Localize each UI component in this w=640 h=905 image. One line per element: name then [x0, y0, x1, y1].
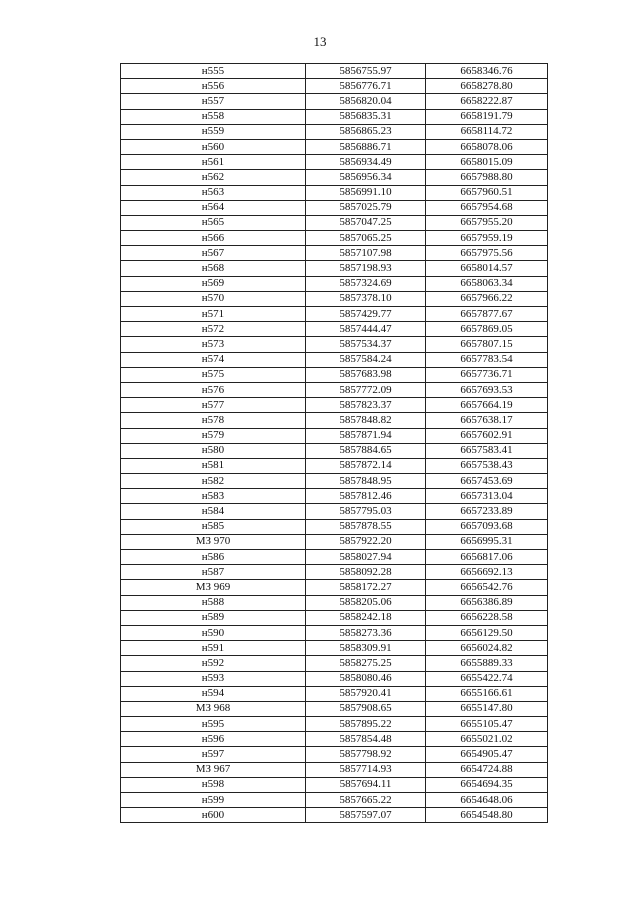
- table-row: [121, 625, 548, 640]
- y-coordinate-cell: 6657693.53: [426, 382, 548, 397]
- x-coordinate-cell: 5857848.82: [306, 413, 426, 428]
- point-id-cell: н599: [121, 793, 306, 808]
- table-row: [121, 231, 548, 246]
- x-coordinate-cell: 5857534.37: [306, 337, 426, 352]
- x-coordinate-cell: 5857429.77: [306, 307, 426, 322]
- table-row: [121, 656, 548, 671]
- table-row: [121, 155, 548, 170]
- y-coordinate-cell: 6657807.15: [426, 337, 548, 352]
- x-coordinate-cell: 5856835.31: [306, 109, 426, 124]
- table-row: [121, 337, 548, 352]
- x-coordinate-cell: 5857597.07: [306, 808, 426, 823]
- point-id-cell: н581: [121, 458, 306, 473]
- y-coordinate-cell: 6655105.47: [426, 717, 548, 732]
- table-row: [121, 793, 548, 808]
- y-coordinate-cell: 6657638.17: [426, 413, 548, 428]
- point-id-cell: н556: [121, 79, 306, 94]
- y-coordinate-cell: 6657783.54: [426, 352, 548, 367]
- x-coordinate-cell: 5857065.25: [306, 231, 426, 246]
- x-coordinate-cell: 5857920.41: [306, 686, 426, 701]
- point-id-cell: н563: [121, 185, 306, 200]
- x-coordinate-cell: 5856991.10: [306, 185, 426, 200]
- point-id-cell: н592: [121, 656, 306, 671]
- table-row: [121, 64, 548, 79]
- table-row: [121, 777, 548, 792]
- x-coordinate-cell: 5857107.98: [306, 246, 426, 261]
- point-id-cell: н591: [121, 641, 306, 656]
- y-coordinate-cell: 6656817.06: [426, 550, 548, 565]
- x-coordinate-cell: 5856956.34: [306, 170, 426, 185]
- y-coordinate-cell: 6657664.19: [426, 398, 548, 413]
- x-coordinate-cell: 5857683.98: [306, 367, 426, 382]
- point-id-cell: н600: [121, 808, 306, 823]
- y-coordinate-cell: 6658015.09: [426, 155, 548, 170]
- y-coordinate-cell: 6655147.80: [426, 701, 548, 716]
- point-id-cell: н555: [121, 64, 306, 79]
- y-coordinate-cell: 6656228.58: [426, 610, 548, 625]
- y-coordinate-cell: 6654905.47: [426, 747, 548, 762]
- x-coordinate-cell: 5857324.69: [306, 276, 426, 291]
- y-coordinate-cell: 6656024.82: [426, 641, 548, 656]
- table-row: [121, 747, 548, 762]
- y-coordinate-cell: 6658191.79: [426, 109, 548, 124]
- x-coordinate-cell: 5857922.20: [306, 534, 426, 549]
- x-coordinate-cell: 5858205.06: [306, 595, 426, 610]
- point-id-cell: н577: [121, 398, 306, 413]
- x-coordinate-cell: 5857908.65: [306, 701, 426, 716]
- y-coordinate-cell: 6657966.22: [426, 291, 548, 306]
- x-coordinate-cell: 5857854.48: [306, 732, 426, 747]
- x-coordinate-cell: 5857444.47: [306, 322, 426, 337]
- x-coordinate-cell: 5858275.25: [306, 656, 426, 671]
- y-coordinate-cell: 6657975.56: [426, 246, 548, 261]
- x-coordinate-cell: 5856934.49: [306, 155, 426, 170]
- table-row: [121, 367, 548, 382]
- table-row: [121, 276, 548, 291]
- table-row: [121, 261, 548, 276]
- point-id-cell: н586: [121, 550, 306, 565]
- table-row: [121, 458, 548, 473]
- x-coordinate-cell: 5857895.22: [306, 717, 426, 732]
- table-row: [121, 489, 548, 504]
- y-coordinate-cell: 6657736.71: [426, 367, 548, 382]
- y-coordinate-cell: 6655021.02: [426, 732, 548, 747]
- x-coordinate-cell: 5857795.03: [306, 504, 426, 519]
- table-row: [121, 762, 548, 777]
- point-id-cell: н574: [121, 352, 306, 367]
- y-coordinate-cell: 6657313.04: [426, 489, 548, 504]
- y-coordinate-cell: 6657954.68: [426, 200, 548, 215]
- table-row: [121, 246, 548, 261]
- point-id-cell: МЗ 970: [121, 534, 306, 549]
- point-id-cell: н598: [121, 777, 306, 792]
- point-id-cell: н571: [121, 307, 306, 322]
- point-id-cell: МЗ 967: [121, 762, 306, 777]
- point-id-cell: н573: [121, 337, 306, 352]
- point-id-cell: н570: [121, 291, 306, 306]
- y-coordinate-cell: 6657602.91: [426, 428, 548, 443]
- x-coordinate-cell: 5857871.94: [306, 428, 426, 443]
- table-row: [121, 382, 548, 397]
- y-coordinate-cell: 6657877.67: [426, 307, 548, 322]
- point-id-cell: н593: [121, 671, 306, 686]
- point-id-cell: н583: [121, 489, 306, 504]
- table-row: [121, 413, 548, 428]
- point-id-cell: н575: [121, 367, 306, 382]
- point-id-cell: н595: [121, 717, 306, 732]
- y-coordinate-cell: 6654648.06: [426, 793, 548, 808]
- table-row: [121, 185, 548, 200]
- point-id-cell: н560: [121, 139, 306, 154]
- x-coordinate-cell: 5856865.23: [306, 124, 426, 139]
- x-coordinate-cell: 5858242.18: [306, 610, 426, 625]
- point-id-cell: н564: [121, 200, 306, 215]
- point-id-cell: н596: [121, 732, 306, 747]
- coordinates-table: [120, 63, 548, 823]
- table-row: [121, 322, 548, 337]
- point-id-cell: н597: [121, 747, 306, 762]
- y-coordinate-cell: 6657538.43: [426, 458, 548, 473]
- page-number: 13: [313, 34, 327, 49]
- x-coordinate-cell: 5858273.36: [306, 625, 426, 640]
- table-row: [121, 808, 548, 823]
- y-coordinate-cell: 6657869.05: [426, 322, 548, 337]
- x-coordinate-cell: 5857025.79: [306, 200, 426, 215]
- y-coordinate-cell: 6658278.80: [426, 79, 548, 94]
- y-coordinate-cell: 6654694.35: [426, 777, 548, 792]
- point-id-cell: н559: [121, 124, 306, 139]
- y-coordinate-cell: 6658222.87: [426, 94, 548, 109]
- point-id-cell: н576: [121, 382, 306, 397]
- x-coordinate-cell: 5856755.97: [306, 64, 426, 79]
- point-id-cell: н587: [121, 565, 306, 580]
- x-coordinate-cell: 5857848.95: [306, 474, 426, 489]
- table-row: [121, 139, 548, 154]
- y-coordinate-cell: 6655889.33: [426, 656, 548, 671]
- y-coordinate-cell: 6658114.72: [426, 124, 548, 139]
- table-row: [121, 352, 548, 367]
- y-coordinate-cell: 6654548.80: [426, 808, 548, 823]
- y-coordinate-cell: 6658014.57: [426, 261, 548, 276]
- table-row: [121, 610, 548, 625]
- y-coordinate-cell: 6657955.20: [426, 215, 548, 230]
- y-coordinate-cell: 6658063.34: [426, 276, 548, 291]
- point-id-cell: н561: [121, 155, 306, 170]
- table-row: [121, 474, 548, 489]
- point-id-cell: МЗ 968: [121, 701, 306, 716]
- y-coordinate-cell: 6654724.88: [426, 762, 548, 777]
- table-row: [121, 580, 548, 595]
- table-row: [121, 443, 548, 458]
- point-id-cell: н590: [121, 625, 306, 640]
- point-id-cell: н585: [121, 519, 306, 534]
- point-id-cell: н569: [121, 276, 306, 291]
- y-coordinate-cell: 6658346.76: [426, 64, 548, 79]
- y-coordinate-cell: 6657583.41: [426, 443, 548, 458]
- y-coordinate-cell: 6657453.69: [426, 474, 548, 489]
- point-id-cell: н584: [121, 504, 306, 519]
- point-id-cell: н589: [121, 610, 306, 625]
- table-row: [121, 109, 548, 124]
- table-row: [121, 519, 548, 534]
- coordinates-table-body: [121, 64, 548, 823]
- x-coordinate-cell: 5856886.71: [306, 139, 426, 154]
- table-row: [121, 79, 548, 94]
- point-id-cell: н588: [121, 595, 306, 610]
- x-coordinate-cell: 5857047.25: [306, 215, 426, 230]
- table-row: [121, 215, 548, 230]
- x-coordinate-cell: 5857798.92: [306, 747, 426, 762]
- point-id-cell: н579: [121, 428, 306, 443]
- table-row: [121, 595, 548, 610]
- table-row: [121, 565, 548, 580]
- y-coordinate-cell: 6657233.89: [426, 504, 548, 519]
- point-id-cell: н594: [121, 686, 306, 701]
- point-id-cell: н565: [121, 215, 306, 230]
- point-id-cell: н580: [121, 443, 306, 458]
- x-coordinate-cell: 5858092.28: [306, 565, 426, 580]
- x-coordinate-cell: 5857694.11: [306, 777, 426, 792]
- table-row: [121, 200, 548, 215]
- x-coordinate-cell: 5858027.94: [306, 550, 426, 565]
- y-coordinate-cell: 6656995.31: [426, 534, 548, 549]
- x-coordinate-cell: 5857772.09: [306, 382, 426, 397]
- x-coordinate-cell: 5857665.22: [306, 793, 426, 808]
- point-id-cell: н562: [121, 170, 306, 185]
- table-row: [121, 291, 548, 306]
- y-coordinate-cell: 6656542.76: [426, 580, 548, 595]
- y-coordinate-cell: 6658078.06: [426, 139, 548, 154]
- y-coordinate-cell: 6657959.19: [426, 231, 548, 246]
- y-coordinate-cell: 6657093.68: [426, 519, 548, 534]
- x-coordinate-cell: 5857714.93: [306, 762, 426, 777]
- point-id-cell: н557: [121, 94, 306, 109]
- point-id-cell: МЗ 969: [121, 580, 306, 595]
- x-coordinate-cell: 5857823.37: [306, 398, 426, 413]
- y-coordinate-cell: 6656129.50: [426, 625, 548, 640]
- table-row: [121, 671, 548, 686]
- point-id-cell: н572: [121, 322, 306, 337]
- x-coordinate-cell: 5857812.46: [306, 489, 426, 504]
- y-coordinate-cell: 6656692.13: [426, 565, 548, 580]
- table-row: [121, 732, 548, 747]
- y-coordinate-cell: 6655166.61: [426, 686, 548, 701]
- y-coordinate-cell: 6657960.51: [426, 185, 548, 200]
- table-row: [121, 428, 548, 443]
- x-coordinate-cell: 5857198.93: [306, 261, 426, 276]
- point-id-cell: н578: [121, 413, 306, 428]
- x-coordinate-cell: 5857872.14: [306, 458, 426, 473]
- table-row: [121, 686, 548, 701]
- x-coordinate-cell: 5858080.46: [306, 671, 426, 686]
- point-id-cell: н567: [121, 246, 306, 261]
- y-coordinate-cell: 6657988.80: [426, 170, 548, 185]
- table-row: [121, 170, 548, 185]
- x-coordinate-cell: 5857584.24: [306, 352, 426, 367]
- y-coordinate-cell: 6655422.74: [426, 671, 548, 686]
- point-id-cell: н582: [121, 474, 306, 489]
- x-coordinate-cell: 5857878.55: [306, 519, 426, 534]
- table-row: [121, 641, 548, 656]
- table-row: [121, 94, 548, 109]
- table-row: [121, 701, 548, 716]
- table-row: [121, 398, 548, 413]
- y-coordinate-cell: 6656386.89: [426, 595, 548, 610]
- table-row: [121, 124, 548, 139]
- x-coordinate-cell: 5856820.04: [306, 94, 426, 109]
- x-coordinate-cell: 5856776.71: [306, 79, 426, 94]
- point-id-cell: н558: [121, 109, 306, 124]
- x-coordinate-cell: 5857884.65: [306, 443, 426, 458]
- x-coordinate-cell: 5857378.10: [306, 291, 426, 306]
- x-coordinate-cell: 5858172.27: [306, 580, 426, 595]
- point-id-cell: н568: [121, 261, 306, 276]
- table-row: [121, 550, 548, 565]
- point-id-cell: н566: [121, 231, 306, 246]
- table-row: [121, 307, 548, 322]
- x-coordinate-cell: 5858309.91: [306, 641, 426, 656]
- table-row: [121, 717, 548, 732]
- table-row: [121, 504, 548, 519]
- table-row: [121, 534, 548, 549]
